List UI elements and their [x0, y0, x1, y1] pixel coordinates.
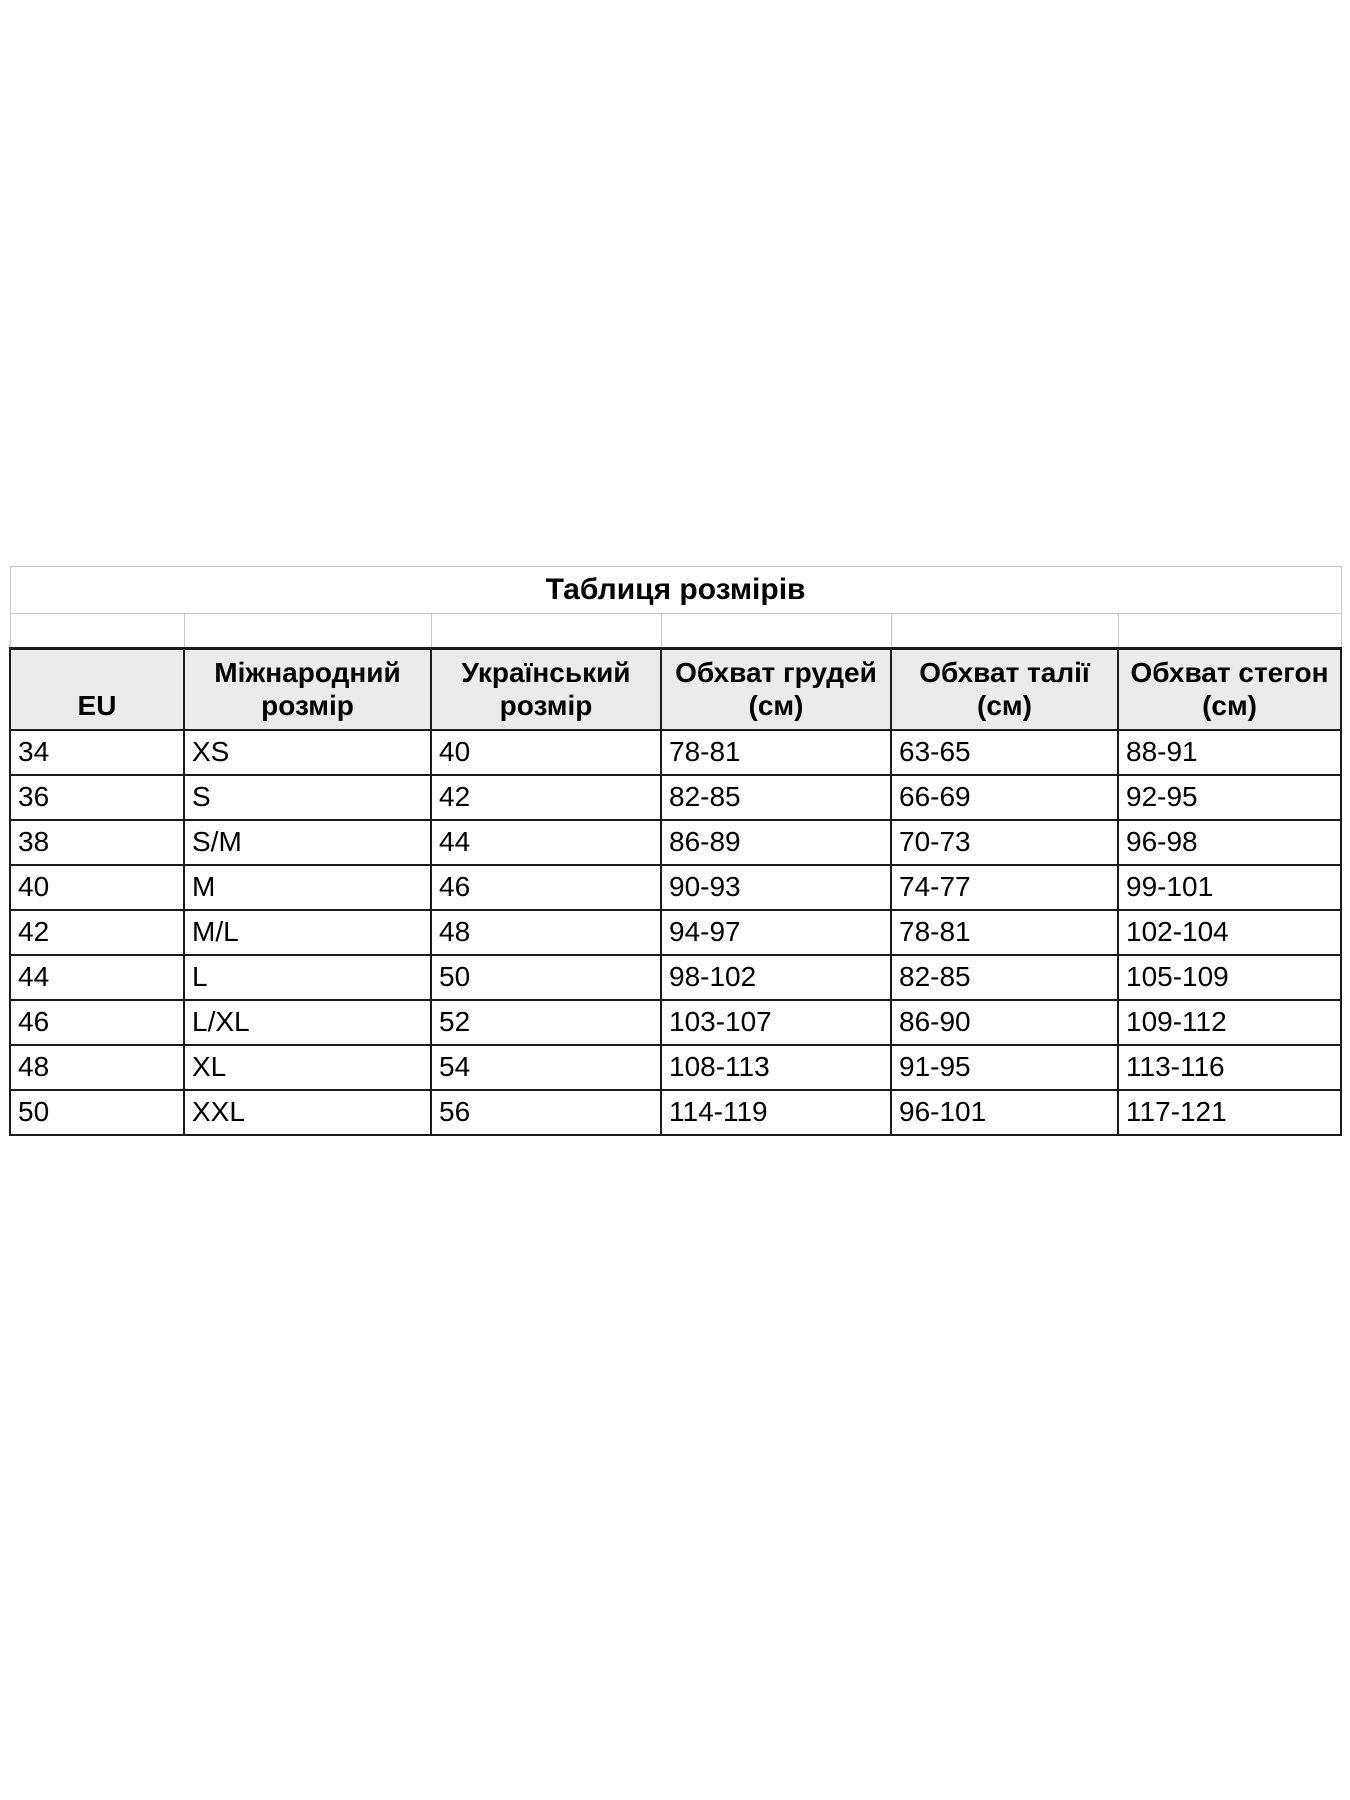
cell-ukrainian-size: 44 [431, 820, 661, 865]
cell-international-size: S [184, 775, 431, 820]
cell-eu: 40 [10, 865, 184, 910]
cell-chest: 90-93 [661, 865, 891, 910]
cell-chest: 94-97 [661, 910, 891, 955]
cell-hips: 96-98 [1118, 820, 1341, 865]
cell-ukrainian-size: 54 [431, 1045, 661, 1090]
cell-eu: 50 [10, 1090, 184, 1135]
table-row [10, 775, 1341, 820]
column-header-chest: Обхват грудей (см) [661, 649, 891, 730]
table-row [10, 820, 1341, 865]
cell-ukrainian-size: 46 [431, 865, 661, 910]
column-header-ukrainian-size: Український розмір [431, 649, 661, 730]
cell-waist: 96-101 [891, 1090, 1118, 1135]
cell-ukrainian-size: 56 [431, 1090, 661, 1135]
cell-eu: 48 [10, 1045, 184, 1090]
cell-eu: 36 [10, 775, 184, 820]
cell-hips: 105-109 [1118, 955, 1341, 1000]
cell-hips: 88-91 [1118, 730, 1341, 775]
table-row [10, 1090, 1341, 1135]
header-row [10, 649, 1341, 730]
column-header-waist: Обхват талії (см) [891, 649, 1118, 730]
cell-international-size: M [184, 865, 431, 910]
cell-chest: 114-119 [661, 1090, 891, 1135]
table-row [10, 865, 1341, 910]
table-row [10, 910, 1341, 955]
cell-international-size: L/XL [184, 1000, 431, 1045]
spacer-cell [431, 614, 661, 649]
cell-international-size: S/M [184, 820, 431, 865]
cell-chest: 78-81 [661, 730, 891, 775]
cell-ukrainian-size: 42 [431, 775, 661, 820]
cell-hips: 102-104 [1118, 910, 1341, 955]
cell-eu: 46 [10, 1000, 184, 1045]
cell-ukrainian-size: 50 [431, 955, 661, 1000]
column-header-international-size: Міжнародний розмір [184, 649, 431, 730]
spacer-row [10, 614, 1341, 649]
spacer-cell [1118, 614, 1341, 649]
cell-chest: 108-113 [661, 1045, 891, 1090]
cell-eu: 44 [10, 955, 184, 1000]
cell-international-size: L [184, 955, 431, 1000]
cell-waist: 82-85 [891, 955, 1118, 1000]
cell-international-size: XL [184, 1045, 431, 1090]
cell-waist: 86-90 [891, 1000, 1118, 1045]
cell-hips: 117-121 [1118, 1090, 1341, 1135]
table-row [10, 1045, 1341, 1090]
table-title: Таблиця розмірів [10, 567, 1341, 614]
cell-waist: 91-95 [891, 1045, 1118, 1090]
column-header-hips: Обхват стегон (см) [1118, 649, 1341, 730]
cell-hips: 92-95 [1118, 775, 1341, 820]
spacer-cell [891, 614, 1118, 649]
cell-hips: 113-116 [1118, 1045, 1341, 1090]
cell-waist: 78-81 [891, 910, 1118, 955]
cell-waist: 70-73 [891, 820, 1118, 865]
cell-chest: 82-85 [661, 775, 891, 820]
column-header-eu: EU [10, 649, 184, 730]
cell-ukrainian-size: 52 [431, 1000, 661, 1045]
cell-hips: 99-101 [1118, 865, 1341, 910]
cell-ukrainian-size: 40 [431, 730, 661, 775]
table-row [10, 955, 1341, 1000]
cell-waist: 63-65 [891, 730, 1118, 775]
spacer-cell [10, 614, 184, 649]
cell-chest: 98-102 [661, 955, 891, 1000]
title-row [10, 567, 1341, 614]
cell-international-size: XXL [184, 1090, 431, 1135]
cell-hips: 109-112 [1118, 1000, 1341, 1045]
cell-eu: 34 [10, 730, 184, 775]
cell-eu: 42 [10, 910, 184, 955]
cell-chest: 103-107 [661, 1000, 891, 1045]
cell-international-size: M/L [184, 910, 431, 955]
cell-waist: 74-77 [891, 865, 1118, 910]
cell-chest: 86-89 [661, 820, 891, 865]
table-row [10, 730, 1341, 775]
size-table [9, 566, 1342, 1136]
table-row [10, 1000, 1341, 1045]
spacer-cell [661, 614, 891, 649]
cell-ukrainian-size: 48 [431, 910, 661, 955]
cell-international-size: XS [184, 730, 431, 775]
cell-waist: 66-69 [891, 775, 1118, 820]
cell-eu: 38 [10, 820, 184, 865]
spacer-cell [184, 614, 431, 649]
